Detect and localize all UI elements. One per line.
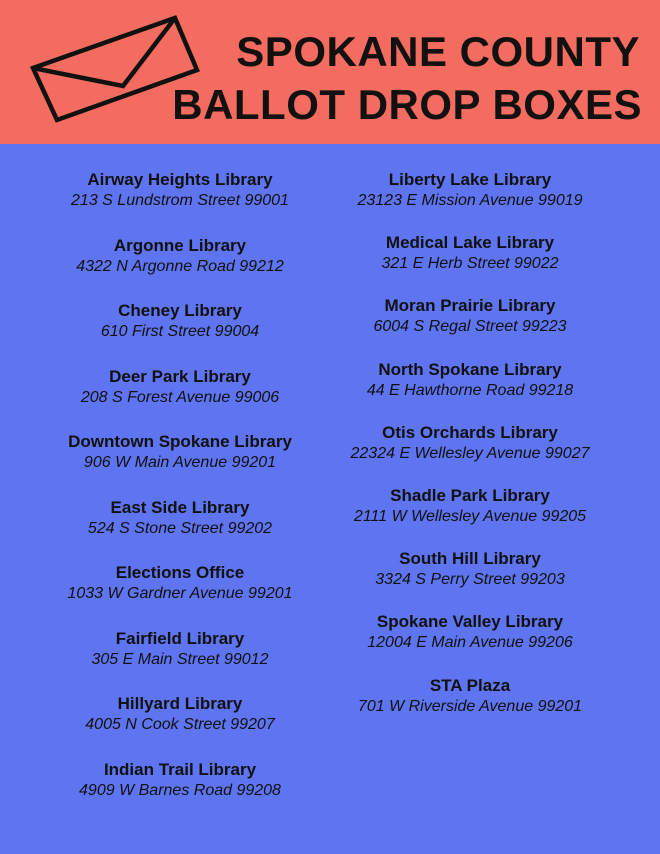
location-entry <box>305 611 635 674</box>
location-address: 2111 W Wellesley Avenue 99205 <box>353 507 587 525</box>
location-entry <box>15 431 345 497</box>
location-address: 321 E Herb Street 99022 <box>381 255 559 273</box>
location-name: Hillyard Library <box>117 694 243 713</box>
title-line-2: BALLOT DROP BOXES <box>172 81 642 128</box>
location-name: Airway Heights Library <box>87 170 273 189</box>
locations-column-left <box>15 169 345 824</box>
location-name: Elections Office <box>115 563 245 582</box>
location-name: Otis Orchards Library <box>382 422 558 442</box>
location-address: 44 E Hawthorne Road 99218 <box>366 381 574 399</box>
location-address: 4909 W Barnes Road 99208 <box>79 781 281 799</box>
location-entry <box>305 232 635 295</box>
location-address: 524 S Stone Street 99202 <box>87 519 273 537</box>
location-address: 22324 E Wellesley Avenue 99027 <box>350 444 590 462</box>
location-address: 3324 S Perry Street 99203 <box>375 571 565 589</box>
location-entry <box>15 300 345 366</box>
location-name: Deer Park Library <box>109 366 251 386</box>
location-name: Downtown Spokane Library <box>68 432 292 451</box>
location-entry <box>15 169 345 235</box>
header-banner <box>0 0 660 144</box>
location-name: South Hill Library <box>399 549 541 569</box>
location-entry <box>305 675 635 738</box>
location-address: 208 S Forest Avenue 99006 <box>80 388 280 406</box>
location-entry <box>15 759 345 825</box>
location-entry <box>305 422 635 485</box>
location-address: 701 W Riverside Avenue 99201 <box>357 697 583 715</box>
location-address: 6004 S Regal Street 99223 <box>373 318 567 336</box>
location-name: Shadle Park Library <box>390 485 550 505</box>
location-address: 213 S Lundstrom Street 99001 <box>71 192 289 209</box>
location-name: East Side Library <box>110 497 250 517</box>
location-address: 1033 W Gardner Avenue 99201 <box>67 585 293 602</box>
location-entry <box>15 366 345 432</box>
location-address: 23123 E Mission Avenue 99019 <box>357 192 583 209</box>
location-entry <box>305 359 635 422</box>
location-entry <box>15 628 345 694</box>
title-line-1: SPOKANE COUNTY <box>236 28 640 75</box>
location-entry <box>15 693 345 759</box>
location-name: Fairfield Library <box>115 628 245 648</box>
location-name: Spokane Valley Library <box>376 612 564 632</box>
location-address: 610 First Street 99004 <box>100 323 260 340</box>
location-entry <box>305 295 635 358</box>
location-name: STA Plaza <box>429 675 511 695</box>
location-name: Medical Lake Library <box>385 233 555 253</box>
location-address: 4322 N Argonne Road 99212 <box>76 257 284 275</box>
location-entry <box>15 562 345 628</box>
location-address: 12004 E Main Avenue 99206 <box>367 634 573 652</box>
location-entry <box>305 548 635 611</box>
location-entry <box>305 169 635 232</box>
location-entry <box>15 497 345 563</box>
location-name: Liberty Lake Library <box>388 170 552 189</box>
location-entry <box>15 235 345 301</box>
location-name: Cheney Library <box>118 301 242 320</box>
locations-column-right <box>305 169 635 738</box>
location-name: Indian Trail Library <box>103 759 257 779</box>
location-address: 305 E Main Street 99012 <box>91 650 269 668</box>
location-entry <box>305 485 635 548</box>
location-address: 906 W Main Avenue 99201 <box>83 454 277 471</box>
location-address: 4005 N Cook Street 99207 <box>85 716 275 733</box>
location-name: North Spokane Library <box>378 359 562 379</box>
location-name: Moran Prairie Library <box>384 296 556 316</box>
location-name: Argonne Library <box>113 235 247 255</box>
